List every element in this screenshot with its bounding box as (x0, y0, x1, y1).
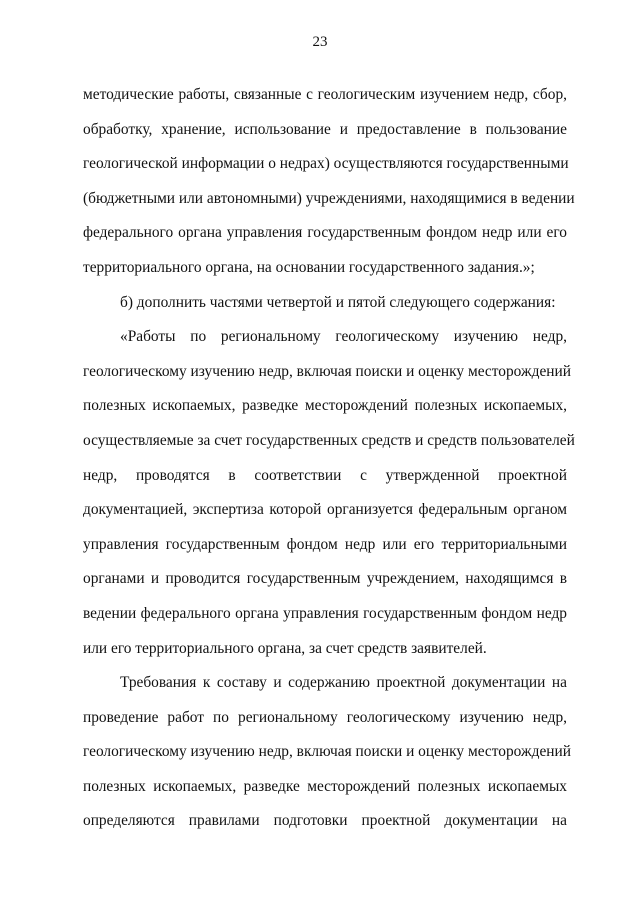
text-line: геологической информации о недрах) осуществляются государственными (83, 155, 569, 173)
text-line: методические работы, связанные с геологическим изучением недр, сбор, (83, 86, 567, 103)
text-line: документацией, экспертиза которой организуется федеральным органом (83, 501, 567, 519)
text-line: определяются правилами подготовки проектной документации на (83, 812, 567, 830)
text-line: полезных ископаемых, разведке месторождений полезных ископаемых, (83, 397, 567, 415)
text-line: обработку, хранение, использование и предоставление в пользование (83, 120, 567, 138)
document-body (83, 78, 575, 839)
text-line: геологическому изучению недр, включая поиски и оценку месторождений (83, 362, 571, 380)
text-line: органами и проводится государственным учреждением, находящимся в (83, 570, 567, 588)
page-number: 23 (312, 34, 328, 50)
text-line: территориального органа, на основании государственного задания.»; (83, 258, 535, 276)
text-line: ведении федерального органа управления государственным фондом недр (83, 604, 567, 622)
paragraph-start-line: «Работы по региональному геологическому изучению недр, (120, 328, 567, 346)
paragraph-start-line: Требования к составу и содержанию проектной документации на (120, 674, 567, 692)
text-line: осуществляемые за счет государственных средств и средств пользователей (83, 431, 575, 449)
text-line: проведение работ по региональному геологическому изучению недр, (83, 708, 567, 726)
text-line: или его территориального органа, за счет средств заявителей. (83, 639, 487, 657)
text-line: недр, проводятся в соответствии с утвержденной проектной (83, 466, 567, 484)
text-line: (бюджетными или автономными) учреждениями, находящимися в ведении (83, 189, 575, 207)
text-line: управления государственным фондом недр или его территориальными (83, 535, 567, 553)
text-line: геологическому изучению недр, включая поиски и оценку месторождений (83, 743, 571, 761)
text-line: полезных ископаемых, разведке месторождений полезных ископаемых (83, 777, 567, 795)
paragraph-start-line: б) дополнить частями четвертой и пятой следующего содержания: (120, 293, 556, 311)
text-line: федерального органа управления государственным фондом недр или его (83, 224, 567, 242)
